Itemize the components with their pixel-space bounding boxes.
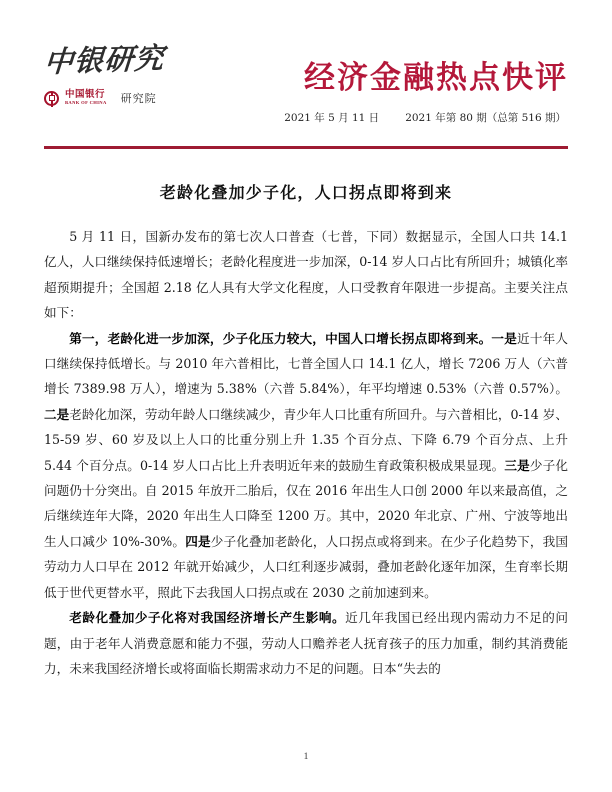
bank-name-chinese: 中国银行 [65, 89, 106, 101]
issue-number: 2021 年第 80 期（总第 516 期） [405, 112, 566, 124]
header-divider [44, 146, 568, 149]
paragraph: 老龄化叠加少子化将对我国经济增长产生影响。近几年我国已经出现内需动力不足的问题，由于老年人消费意愿和能力不强，劳动人口赡养老人抚育孩子的压力加重，制约其消费能力，未来我国经济增长或将面临长期需求动力不足的问题。日本“失去的 [44, 610, 569, 676]
paragraph: 5 月 11 日，国新办发布的第七次人口普查（七普，下同）数据显示，全国人口共 14.1 亿人，人口继续保持低速增长；老龄化程度进一步加深，0-14 岁人口占比有所回升；城镇化率超预期提升；全国超 2.18 亿人具有大学文化程度，人口受教育年限进一步提高。主要关注点如下： [44, 229, 568, 321]
bank-of-china-wordmark [65, 90, 107, 106]
page-title: 老龄化叠加少子化，人口拐点即将到来 [159, 183, 453, 202]
publication-title: 经济金融热点快评 [304, 60, 568, 96]
brand-block [42, 40, 304, 106]
publication-date: 2021 年 5 月 11 日 [284, 112, 380, 124]
bank-name-english: BANK OF CHINA [65, 100, 107, 106]
issue-line [284, 110, 566, 125]
bank-of-china-lockup [44, 90, 304, 106]
institute-label: 研究院 [120, 92, 157, 105]
paragraph: 第一，老龄化进一步加深，少子化压力较大，中国人口增长拐点即将到来。一是近十年人口继续保持低增长。与 2010 年六普相比，七普全国人口 14.1 亿人，增长 7206 万人（六普增长 7389.98 万人），增速为 5.38%（六普 5.84%），年平均增速 0.53%（六普 0.57%）。二是老龄化加深，劳动年龄人口继续减少，青少年人口比重有所回升。与六普相比，0-14 岁、15-59 岁、60 岁及以上人口的比重分别上升 1.35 个百分点、下降 6.79 个百分点、上升 5.44 个百分点。0-14 岁人口占比上升表明近年来的鼓励生育政策积极成果显现。三是少子化问题仍十分突出。自 2015 年放开二胎后，仅在 2016 年出生人口创 2000 年以来最高值，之后继续连年大降，2020 年出生人口降至 1200 万。其中，2020 年北京、广州、宁波等地出生人口减少 10%-30%。四是少子化叠加老龄化，人口拐点或将到来。在少子化趋势下，我国劳动力人口早在 2012 年就开始减少，人口红利逐步减弱，叠加老龄化逐年加深，生育率长期低于世代更替水平，照此下去我国人口拐点或在 2030 之前加速到来。 [44, 330, 569, 600]
bank-of-china-logo-icon [44, 91, 59, 106]
article-body [44, 224, 568, 681]
masthead [42, 40, 568, 148]
brand-script-logo: 中银研究 [42, 40, 166, 79]
page-number: 1 [303, 752, 309, 762]
